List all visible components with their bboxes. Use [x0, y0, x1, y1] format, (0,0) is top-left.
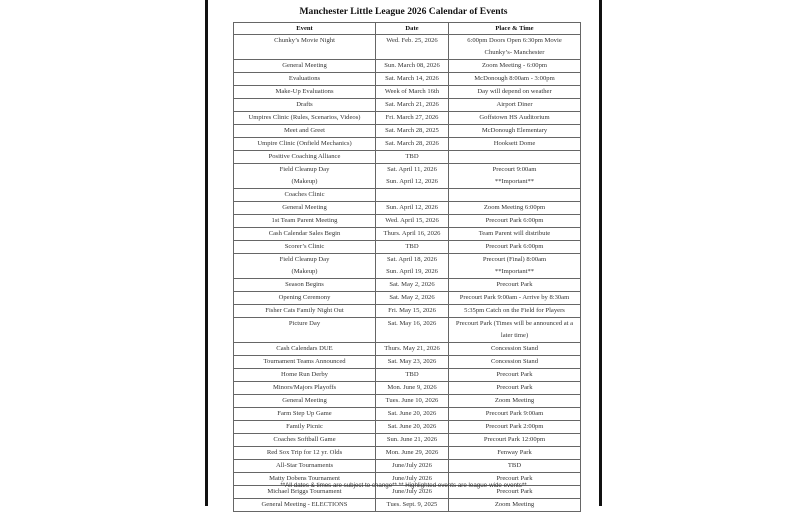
cell-line: Chunky’s- Manchester: [484, 49, 545, 56]
date-cell: [376, 343, 449, 356]
place-time-cell: [449, 421, 581, 434]
cell-line: Sun. April 19, 2026: [386, 268, 438, 275]
cell-line: Sat. May 16, 2026: [387, 320, 437, 327]
event-cell: [234, 35, 376, 60]
cell-line: (Makeup): [291, 178, 318, 185]
cell-line: **Important**: [494, 268, 535, 275]
table-row: [234, 112, 581, 125]
cell-line: June/July 2026: [392, 462, 432, 469]
date-cell: [376, 241, 449, 254]
place-time-cell: [449, 125, 581, 138]
place-time-cell: [449, 395, 581, 408]
date-cell: [376, 138, 449, 151]
table-row: [234, 215, 581, 228]
column-header-event: Event: [234, 23, 376, 35]
date-cell: [376, 395, 449, 408]
cell-line: [449, 151, 580, 163]
event-cell: [234, 408, 376, 421]
cell-line: McDonough 8:00am - 3:00pm: [474, 75, 555, 82]
cell-line: June/July 2026: [392, 475, 432, 482]
cell-line: Goffstown HS Auditorium: [479, 114, 550, 121]
cell-line: Airport Diner: [496, 101, 533, 108]
cell-line: Precourt Park: [496, 371, 533, 378]
column-header-date: Date: [376, 23, 449, 35]
table-row: [234, 434, 581, 447]
cell-line: Make-Up Evaluations: [275, 88, 334, 95]
table-row: [234, 279, 581, 292]
cell-line: later time): [500, 332, 529, 339]
event-cell: [234, 279, 376, 292]
date-cell: [376, 73, 449, 86]
table-body: [234, 35, 581, 512]
date-cell: [376, 305, 449, 318]
cell-line: General Meeting: [282, 62, 327, 69]
cell-line: Precourt Park 9:00am - Arrive by 8:30am: [459, 294, 570, 301]
cell-line: Precourt Park 12:00pm: [483, 436, 546, 443]
event-cell: [234, 215, 376, 228]
date-cell: [376, 369, 449, 382]
place-time-cell: [449, 382, 581, 395]
cell-line: All-Star Tournaments: [275, 462, 334, 469]
cell-line: Hooksett Dome: [493, 140, 536, 147]
cell-line: TBD: [405, 153, 419, 160]
date-cell: [376, 35, 449, 60]
cell-line: Fri. March 27, 2026: [385, 114, 439, 121]
event-cell: [234, 382, 376, 395]
place-time-cell: [449, 202, 581, 215]
table-row: [234, 318, 581, 343]
place-time-cell: [449, 408, 581, 421]
event-cell: [234, 254, 376, 279]
cell-line: Sat. March 28, 2025: [385, 127, 439, 134]
cell-line: Mon. June 9, 2026: [387, 384, 437, 391]
table-row: [234, 189, 581, 202]
date-cell: [376, 356, 449, 369]
event-cell: [234, 138, 376, 151]
place-time-cell: [449, 60, 581, 73]
event-cell: [234, 86, 376, 99]
table-row: [234, 151, 581, 164]
column-header-place-time: Place & Time: [449, 23, 581, 35]
table-row: [234, 125, 581, 138]
event-cell: [234, 499, 376, 512]
event-cell: [234, 356, 376, 369]
events-table: [233, 22, 581, 512]
cell-line: Week of March 16th: [384, 88, 440, 95]
event-cell: [234, 343, 376, 356]
cell-line: TBD: [405, 243, 419, 250]
place-time-cell: [449, 73, 581, 86]
cell-line: Fri. May 15, 2026: [388, 307, 436, 314]
cell-line: Tues. Sept. 9, 2025: [386, 501, 438, 508]
place-time-cell: [449, 447, 581, 460]
event-cell: [234, 151, 376, 164]
event-cell: [234, 241, 376, 254]
place-time-cell: [449, 164, 581, 189]
date-cell: [376, 434, 449, 447]
cell-line: Picture Day: [288, 320, 321, 327]
date-cell: [376, 99, 449, 112]
cell-line: Sat. April 18, 2026: [386, 256, 437, 263]
table-row: [234, 99, 581, 112]
cell-line: Precourt Park: [496, 488, 533, 495]
cell-line: 5:35pm Catch on the Field for Players: [464, 307, 565, 314]
place-time-cell: [449, 86, 581, 99]
date-cell: [376, 408, 449, 421]
cell-line: Drafts: [296, 101, 313, 108]
event-cell: [234, 99, 376, 112]
date-cell: [376, 60, 449, 73]
table-row: [234, 460, 581, 473]
cell-line: Sun. June 21, 2026: [386, 436, 438, 443]
event-cell: [234, 395, 376, 408]
place-time-cell: [449, 215, 581, 228]
date-cell: [376, 112, 449, 125]
place-time-cell: [449, 305, 581, 318]
date-cell: [376, 125, 449, 138]
cell-line: Wed. April 15, 2026: [385, 217, 439, 224]
event-cell: [234, 318, 376, 343]
cell-line: TBD: [507, 462, 522, 469]
cell-line: General Meeting - ELECTIONS: [261, 501, 348, 508]
cell-line: Precourt Park: [496, 281, 533, 288]
cell-line: Sun. April 12, 2026: [386, 204, 438, 211]
cell-line: Day will depend on weather: [477, 88, 552, 95]
cell-line: Precourt (Final) 8:00am: [482, 256, 547, 263]
table-row: [234, 202, 581, 215]
cell-line: Meet and Greet: [283, 127, 325, 134]
table-row: [234, 241, 581, 254]
cell-line: General Meeting: [282, 397, 327, 404]
cell-line: Minors/Majors Playoffs: [272, 384, 337, 391]
cell-line: Field Cleanup Day: [279, 166, 330, 173]
table-row: [234, 343, 581, 356]
cell-line: [376, 189, 448, 201]
cell-line: Cash Calendars DUE: [276, 345, 333, 352]
cell-line: Field Cleanup Day: [279, 256, 330, 263]
cell-line: Zoom Meeting: [494, 501, 535, 508]
table-row: [234, 164, 581, 189]
cell-line: Home Run Derby: [281, 371, 328, 378]
cell-line: McDonough Elementary: [481, 127, 548, 134]
date-cell: [376, 382, 449, 395]
date-cell: [376, 421, 449, 434]
date-cell: [376, 164, 449, 189]
place-time-cell: [449, 254, 581, 279]
date-cell: [376, 189, 449, 202]
place-time-cell: [449, 343, 581, 356]
table-row: [234, 499, 581, 512]
cell-line: Thurs. May 21, 2026: [384, 345, 440, 352]
cell-line: Zoom Meeting: [494, 397, 535, 404]
cell-line: Chunky’s Movie Night: [274, 37, 335, 44]
event-cell: [234, 369, 376, 382]
document-page: [205, 0, 602, 506]
cell-line: Zoom Meeting - 6:00pm: [481, 62, 547, 69]
cell-line: Umpires Clinic (Rules, Scenarios, Videos): [248, 114, 361, 121]
place-time-cell: [449, 151, 581, 164]
cell-line: Concession Stand: [490, 345, 539, 352]
cell-line: Opening Ceremony: [278, 294, 331, 301]
event-cell: [234, 305, 376, 318]
cell-line: Sat. March 14, 2026: [385, 75, 439, 82]
cell-line: Matty Dobens Tournament: [269, 475, 340, 482]
cell-line: Sat. March 28, 2026: [385, 140, 439, 147]
cell-line: Precourt Park: [496, 384, 533, 391]
cell-line: (Makeup): [291, 268, 318, 275]
place-time-cell: [449, 189, 581, 202]
table-row: [234, 60, 581, 73]
event-cell: [234, 434, 376, 447]
table-row: [234, 382, 581, 395]
table-row: [234, 138, 581, 151]
cell-line: Family Picnic: [286, 423, 323, 430]
event-cell: [234, 292, 376, 305]
table-row: [234, 356, 581, 369]
place-time-cell: [449, 369, 581, 382]
table-row: [234, 305, 581, 318]
cell-line: Sat. May 2, 2026: [389, 294, 435, 301]
cell-line: Zoom Meeting 6:00pm: [483, 204, 546, 211]
cell-line: Coaches Clinic: [284, 191, 325, 198]
cell-line: Precourt Park 6:00pm: [485, 217, 544, 224]
cell-line: Precourt Park (Times will be announced at a: [455, 320, 574, 327]
table-row: [234, 408, 581, 421]
cell-line: Precourt 9:00am: [492, 166, 537, 173]
date-cell: [376, 151, 449, 164]
cell-line: **Important**: [494, 178, 535, 185]
event-cell: [234, 125, 376, 138]
cell-line: Sat. June 20, 2026: [387, 410, 437, 417]
table-row: [234, 228, 581, 241]
event-cell: [234, 447, 376, 460]
cell-line: Evaluations: [288, 75, 321, 82]
cell-line: Precourt Park: [496, 475, 533, 482]
cell-line: Coaches Softball Game: [273, 436, 336, 443]
footer-note: **All dates & times are subject to change** ** Highlighted events are league-wide events**: [280, 482, 527, 489]
cell-line: Season Begins: [285, 281, 324, 288]
cell-line: Sat. June 20, 2026: [387, 423, 437, 430]
event-cell: [234, 421, 376, 434]
cell-line: Farm Step Up Game: [277, 410, 332, 417]
place-time-cell: [449, 460, 581, 473]
date-cell: [376, 499, 449, 512]
place-time-cell: [449, 279, 581, 292]
place-time-cell: [449, 356, 581, 369]
date-cell: [376, 254, 449, 279]
cell-line: 6:00pm Doors Open 6:30pm Movie: [467, 37, 562, 44]
date-cell: [376, 318, 449, 343]
table-row: [234, 421, 581, 434]
cell-line: General Meeting: [282, 204, 327, 211]
date-cell: [376, 279, 449, 292]
date-cell: [376, 202, 449, 215]
place-time-cell: [449, 241, 581, 254]
place-time-cell: [449, 434, 581, 447]
date-cell: [376, 86, 449, 99]
cell-line: Umpire Clinic (Onfield Mechanics): [257, 140, 352, 147]
cell-line: Sat. April 11, 2026: [387, 166, 437, 173]
cell-line: Michael Briggs Tournament: [267, 488, 342, 495]
event-cell: [234, 112, 376, 125]
date-cell: [376, 292, 449, 305]
page-title: Manchester Little League 2026 Calendar of Events: [299, 6, 508, 17]
table-row: [234, 395, 581, 408]
event-cell: [234, 164, 376, 189]
event-cell: [234, 60, 376, 73]
cell-line: Sun. March 08, 2026: [384, 62, 440, 69]
cell-line: Precourt Park 2:00pm: [485, 423, 544, 430]
cell-line: Precourt Park 6:00pm: [485, 243, 544, 250]
table-row: [234, 73, 581, 86]
place-time-cell: [449, 35, 581, 60]
place-time-cell: [449, 292, 581, 305]
cell-line: Tues. June 10, 2026: [385, 397, 439, 404]
place-time-cell: [449, 228, 581, 241]
event-cell: [234, 189, 376, 202]
cell-line: Sat. May 2, 2026: [389, 281, 435, 288]
table-row: [234, 369, 581, 382]
table-row: [234, 35, 581, 60]
cell-line: Precourt Park 9:00am: [485, 410, 544, 417]
cell-line: Mon. June 29, 2026: [385, 449, 439, 456]
cell-line: Scorer’s Clinic: [284, 243, 325, 250]
place-time-cell: [449, 99, 581, 112]
table-header-row: [234, 23, 581, 35]
cell-line: Positive Coaching Alliance: [268, 153, 341, 160]
event-cell: [234, 228, 376, 241]
cell-line: Team Parent will distribute: [478, 230, 551, 237]
cell-line: 1st Team Parent Meeting: [271, 217, 338, 224]
cell-line: Cash Calendar Sales Begin: [268, 230, 341, 237]
place-time-cell: [449, 499, 581, 512]
cell-line: Red Sox Trip for 12 yr. Olds: [266, 449, 343, 456]
cell-line: Fisher Cats Family Night Out: [265, 307, 344, 314]
event-cell: [234, 202, 376, 215]
table-row: [234, 86, 581, 99]
place-time-cell: [449, 112, 581, 125]
cell-line: Sat. May 23, 2026: [387, 358, 437, 365]
place-time-cell: [449, 318, 581, 343]
cell-line: [449, 189, 580, 201]
cell-line: Fenway Park: [497, 449, 532, 456]
table-row: [234, 254, 581, 279]
cell-line: Sun. April 12, 2026: [386, 178, 438, 185]
cell-line: June/July 2026: [392, 488, 432, 495]
date-cell: [376, 215, 449, 228]
place-time-cell: [449, 138, 581, 151]
cell-line: Thurs. April 16, 2026: [383, 230, 441, 237]
event-cell: [234, 460, 376, 473]
cell-line: Tournament Teams Announced: [263, 358, 346, 365]
cell-line: Concession Stand: [490, 358, 539, 365]
table-row: [234, 447, 581, 460]
date-cell: [376, 447, 449, 460]
date-cell: [376, 228, 449, 241]
cell-line: TBD: [405, 371, 419, 378]
date-cell: [376, 460, 449, 473]
event-cell: [234, 73, 376, 86]
table-row: [234, 292, 581, 305]
cell-line: Wed. Feb. 25, 2026: [386, 37, 438, 44]
cell-line: Sat. March 21, 2026: [385, 101, 439, 108]
